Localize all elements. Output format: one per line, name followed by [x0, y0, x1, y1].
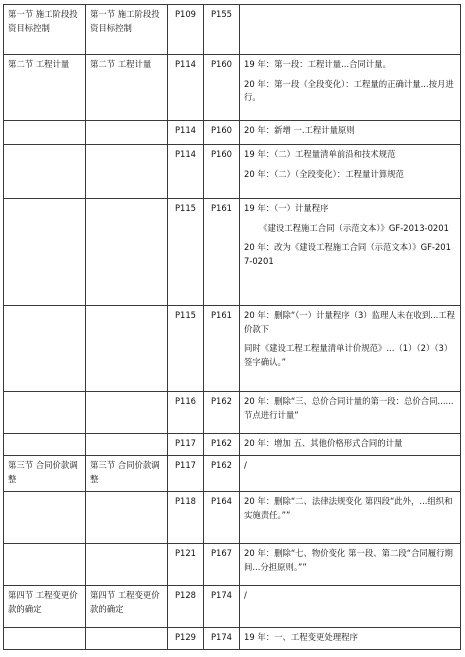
- change-note: 20 年：（二）（全段变化）：工程量计算规范: [244, 168, 404, 179]
- section-new-cell: 第二节 工程计量: [86, 55, 168, 121]
- page-2019-cell: P117: [168, 434, 204, 456]
- page-2019-cell: P115: [168, 199, 204, 306]
- section-new-cell: 第四节 工程变更价款的确定: [86, 586, 168, 628]
- page-2020-cell: P174: [204, 628, 240, 650]
- change-note: /: [244, 590, 247, 600]
- page-2019-cell: P115: [168, 306, 204, 392]
- change-note: /: [244, 460, 247, 470]
- page-2019-cell: P109: [168, 5, 204, 55]
- section-old-cell: [4, 628, 86, 650]
- page-2019-cell: P116: [168, 392, 204, 434]
- change-note-cell: [240, 392, 461, 434]
- change-note: 20 年：改为《建设工程施工合同（示范文本）》GF-2017-0201: [244, 242, 451, 266]
- section-old-cell: [4, 199, 86, 306]
- section-old-cell: [4, 121, 86, 145]
- change-note: 19 年：第一段：工程计量...合同计量。: [244, 59, 391, 69]
- table-row: [4, 121, 461, 145]
- table-body: [4, 5, 461, 650]
- change-note-cell: [240, 434, 461, 456]
- page-2019-cell: P118: [168, 492, 204, 544]
- page-2019-cell: P128: [168, 586, 204, 628]
- page-2019-cell: P114: [168, 55, 204, 121]
- section-new-cell: 第一节 施工阶段投资目标控制: [86, 5, 168, 55]
- change-note-cell: [240, 121, 461, 145]
- page-2020-cell: P160: [204, 55, 240, 121]
- page-2020-cell: P164: [204, 492, 240, 544]
- table-row: [4, 392, 461, 434]
- section-new-cell: [86, 199, 168, 306]
- section-old-cell: [4, 306, 86, 392]
- change-note: 20 年：增加 五、其他价格形式合同的计量: [244, 438, 403, 448]
- table-row: [4, 199, 461, 306]
- page-2020-cell: P167: [204, 544, 240, 586]
- change-note-cell: [240, 544, 461, 586]
- page-2019-cell: P121: [168, 544, 204, 586]
- change-note: 20 年：新增 一.工程计量原则: [244, 125, 355, 135]
- change-note-cell: [240, 199, 461, 306]
- section-new-cell: [86, 544, 168, 586]
- change-note: 同时《建设工程工程量清单计价规范》...（1）（2）（3）签字确认。”: [244, 343, 453, 367]
- change-note-cell: [240, 586, 461, 628]
- page-2019-cell: P114: [168, 121, 204, 145]
- table-row: [4, 492, 461, 544]
- page-2020-cell: P162: [204, 456, 240, 492]
- page-2020-cell: P161: [204, 306, 240, 392]
- page-2020-cell: P161: [204, 199, 240, 306]
- section-old-cell: [4, 145, 86, 199]
- page-2019-cell: P129: [168, 628, 204, 650]
- table-row: [4, 544, 461, 586]
- change-note: 20 年：删除“（一）计量程序（3）监理人未在收到...工程价款下: [244, 310, 456, 334]
- section-old-cell: 第一节 施工阶段投资目标控制: [4, 5, 86, 55]
- table-row: [4, 5, 461, 55]
- change-note-cell: [240, 628, 461, 650]
- change-note: 20 年：删除“三、总价合同计量的第一段：总价合同......节点进行计量”: [244, 396, 454, 420]
- change-note: 19 年：一、工程变更处理程序: [244, 632, 358, 642]
- section-new-cell: [86, 628, 168, 650]
- section-old-cell: [4, 544, 86, 586]
- table-row: [4, 586, 461, 628]
- change-note-cell: [240, 145, 461, 199]
- section-old-cell: [4, 392, 86, 434]
- page-2020-cell: P162: [204, 434, 240, 456]
- change-note: 19 年：（二）工程量清单前沿和技术规范: [244, 149, 396, 159]
- table-row: [4, 55, 461, 121]
- section-old-cell: 第二节 工程计量: [4, 55, 86, 121]
- table-row: [4, 434, 461, 456]
- change-note-cell: [240, 492, 461, 544]
- section-old-cell: 第三节 合同价款调整: [4, 456, 86, 492]
- page-2020-cell: P155: [204, 5, 240, 55]
- change-note-cell: [240, 55, 461, 121]
- change-note-cell: [240, 5, 461, 55]
- section-old-cell: [4, 434, 86, 456]
- section-new-cell: [86, 434, 168, 456]
- comparison-table: [3, 4, 461, 650]
- table-row: [4, 306, 461, 392]
- table-row: [4, 628, 461, 650]
- page-2020-cell: P160: [204, 145, 240, 199]
- page-2019-cell: P117: [168, 456, 204, 492]
- page-2020-cell: P160: [204, 121, 240, 145]
- page-2019-cell: P114: [168, 145, 204, 199]
- section-old-cell: 第四节 工程变更价款的确定: [4, 586, 86, 628]
- section-new-cell: [86, 492, 168, 544]
- table-row: [4, 145, 461, 199]
- change-note: 20 年：删除“七、物价变化 第一段、第二段“合同履行期间...分担原则。””: [244, 548, 453, 572]
- change-note-cell: [240, 456, 461, 492]
- section-new-cell: [86, 392, 168, 434]
- table-row: [4, 456, 461, 492]
- page-2020-cell: P162: [204, 392, 240, 434]
- section-new-cell: 第三节 合同价款调整: [86, 456, 168, 492]
- change-note: 20 年：第一段（全段变化）：工程量的正确计量...按月进行。: [244, 78, 454, 102]
- change-note: 《建设工程施工合同（示范文本）》GF-2013-0201: [259, 222, 449, 233]
- section-new-cell: [86, 121, 168, 145]
- change-note: 19 年：（一）计量程序: [244, 203, 329, 213]
- section-new-cell: [86, 145, 168, 199]
- section-old-cell: [4, 492, 86, 544]
- change-note-cell: [240, 306, 461, 392]
- section-new-cell: [86, 306, 168, 392]
- page-2020-cell: P174: [204, 586, 240, 628]
- change-note: 20 年：删除“二、法律法规变化 第四段“此外，...组织和实施责任。””: [244, 496, 453, 520]
